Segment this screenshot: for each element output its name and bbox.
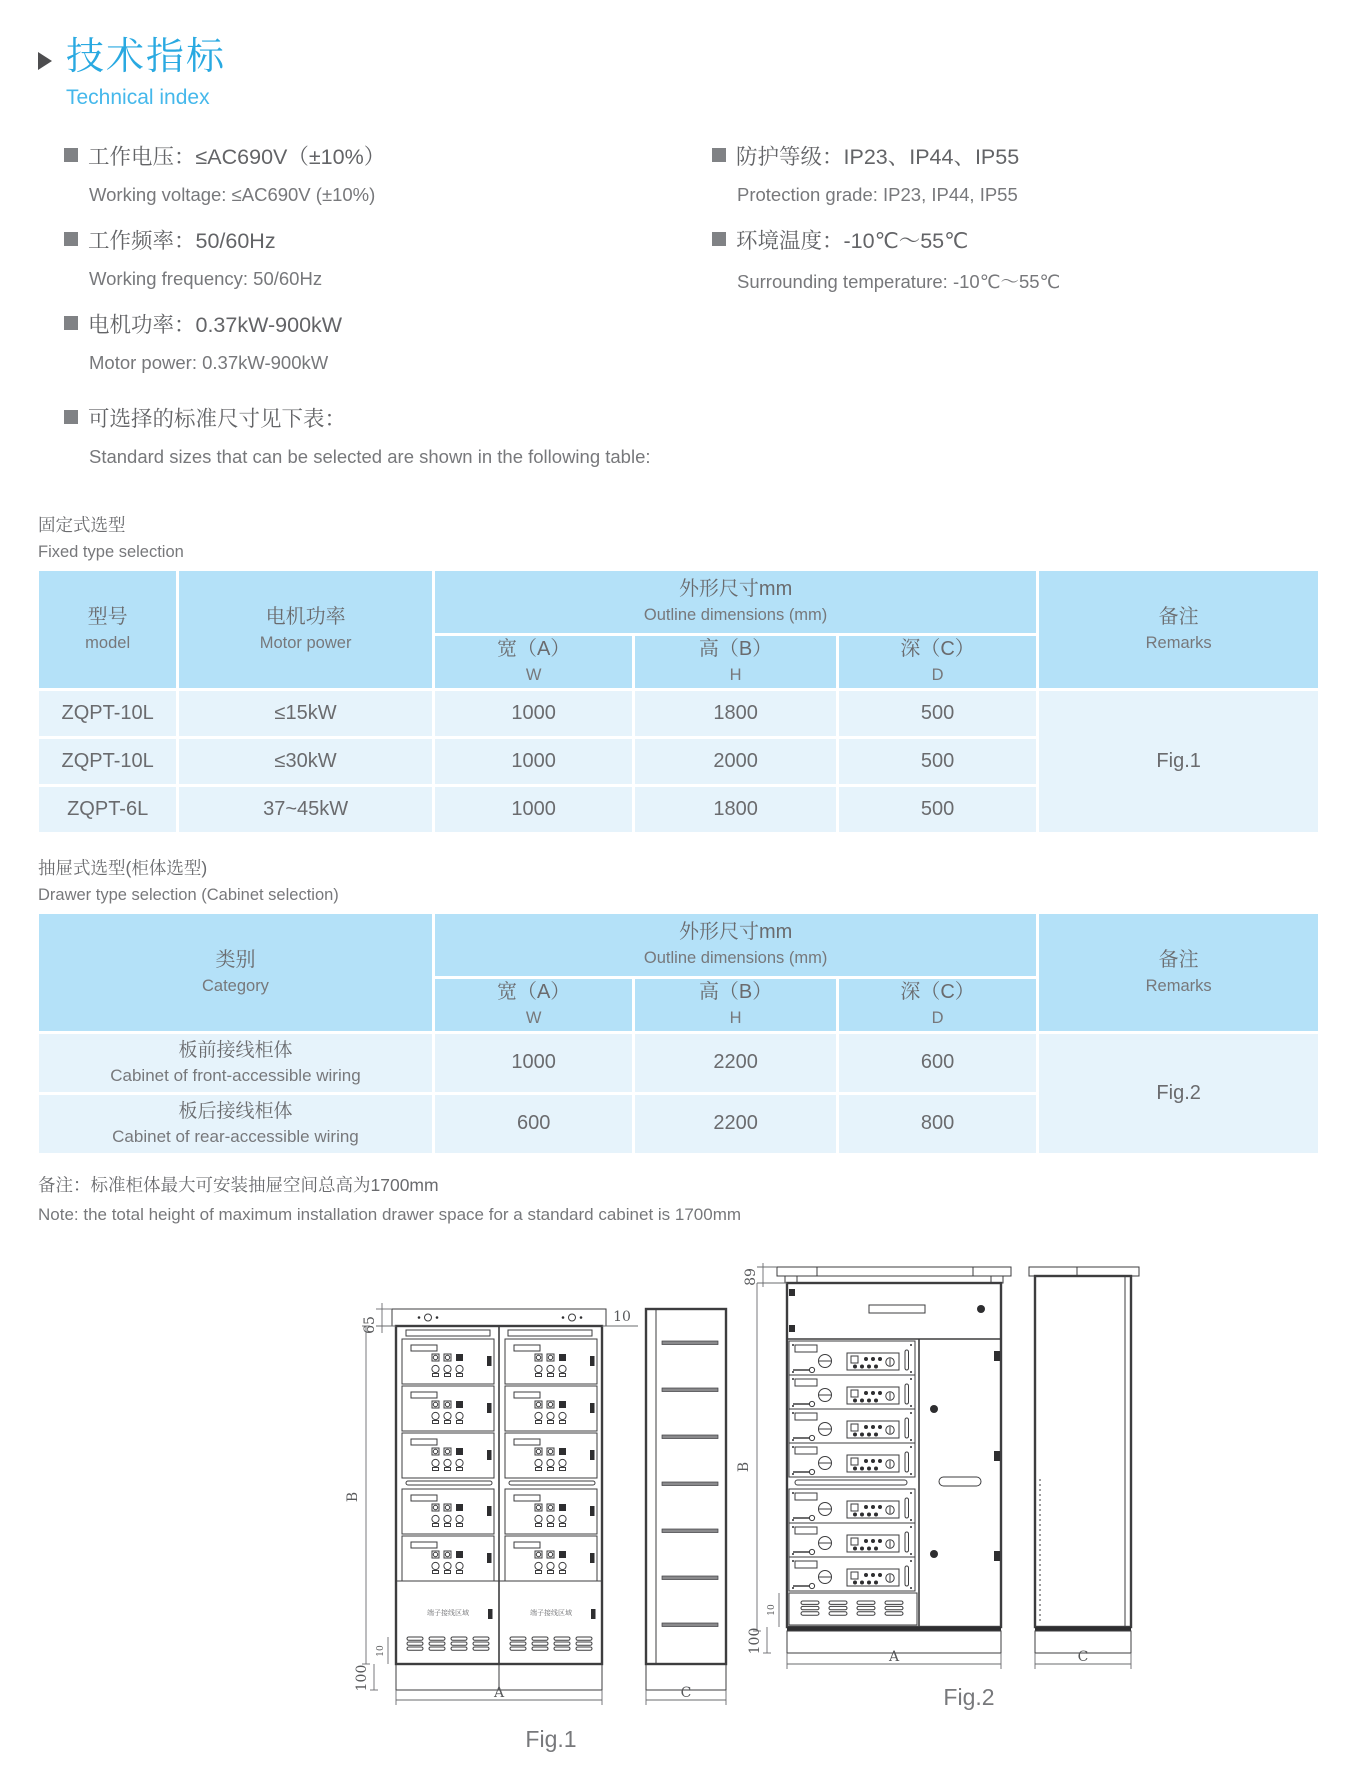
spec-en-text: Motor power: 0.37kW-900kW [89,351,329,373]
spec-working-voltage [64,140,712,206]
table-row [39,691,1318,736]
header-outline-dimensions: 外形尺寸mm Outline dimensions (mm) [435,571,1036,633]
fig2-drawing [729,1239,1169,1759]
spec-en-text: Working voltage: ≤AC690V (±10%) [89,183,376,205]
cell-width: 1000 [435,1034,632,1092]
cell-model: ZQPT-6L [39,787,176,832]
cell-remark: Fig.2 [1039,1034,1318,1153]
fig1-drawing [336,1279,766,1774]
spec-en-text: Protection grade: IP23, IP44, IP55 [737,183,1018,205]
spec-working-frequency [64,224,712,290]
fig2-caption: Fig.2 [943,1683,995,1710]
cell-width: 1000 [435,691,632,736]
terminal-area-label: 端子接线区域 [427,1609,469,1617]
cell-height: 2000 [635,739,835,784]
spec-surrounding-temperature [712,224,1323,294]
cell-remark: Fig.1 [1039,691,1318,832]
table-row [39,1034,1318,1092]
dim-label-A: A [888,1648,900,1665]
cell-model: ZQPT-10L [39,691,176,736]
bullet-square-icon [64,410,78,424]
dim-label-B: B [345,1491,361,1502]
cell-power: ≤30kW [179,739,432,784]
dim-label-100: 100 [354,1664,370,1692]
arrow-icon [38,52,52,70]
header-remarks: 备注 Remarks [1039,571,1318,688]
spec-en-text: Standard sizes that can be selected are shown in the following table: [89,445,651,467]
dim-label-C: C [1077,1648,1089,1665]
section-title-cn: 抽屉式选型(柜体选型) [38,857,208,878]
bullet-square-icon [64,148,78,162]
dim-label-10-small: 10 [376,1644,386,1657]
spec-cn-text: 防护等级：IP23、IP44、IP55 [736,144,1020,169]
header-height: 高（B） H [635,636,835,688]
header-remarks: 备注 Remarks [1039,914,1318,1031]
cell-model: ZQPT-10L [39,739,176,784]
footnote-cn: 备注：标准柜体最大可安装抽屉空间总高为1700mm [38,1174,439,1195]
page-title: 技术指标 [66,36,227,78]
spec-list [64,140,1323,492]
drawer-type-table [36,911,1321,1156]
dim-label-100: 100 [747,1627,763,1655]
header-width: 宽（A） W [435,979,632,1031]
cell-depth: 800 [839,1095,1036,1153]
fig1-front-view [392,1309,606,1690]
section-title-cn: 固定式选型 [38,514,126,535]
spec-motor-power [64,308,712,374]
header-depth: 深（C） D [839,636,1036,688]
bullet-square-icon [712,148,726,162]
spec-table-intro [64,402,1323,486]
fixed-type-table [36,568,1321,835]
dim-label-C: C [680,1684,692,1701]
cell-category: 板后接线柜体 Cabinet of rear-accessible wiring [39,1095,432,1153]
cell-depth: 500 [839,739,1036,784]
dim-label-89: 89 [743,1267,759,1286]
dim-label-65: 65 [362,1315,378,1334]
dim-label-A: A [493,1684,505,1701]
cell-height: 2200 [635,1034,835,1092]
cell-category: 板前接线柜体 Cabinet of front-accessible wiring [39,1034,432,1092]
fig2-front-view [777,1267,1011,1653]
dim-label-B: B [736,1461,752,1472]
fig1-side-view [646,1309,726,1690]
footnote [38,1172,1323,1225]
fig2-dimensions [736,1263,1131,1669]
cell-height: 1800 [635,787,835,832]
dim-label-10-small: 10 [767,1603,777,1616]
section-title-en: Fixed type selection [38,542,184,561]
cell-width: 600 [435,1095,632,1153]
spec-protection-grade [712,140,1323,206]
spec-cn-text: 电机功率：0.37kW-900kW [88,312,343,337]
spec-en-text: Working frequency: 50/60Hz [89,267,323,289]
dim-label-10: 10 [613,1308,631,1325]
footnote-en: Note: the total height of maximum installation drawer space for a standard cabinet is 1700mm [38,1204,742,1224]
bullet-square-icon [64,232,78,246]
cell-depth: 500 [839,787,1036,832]
cell-depth: 500 [839,691,1036,736]
cell-depth: 600 [839,1034,1036,1092]
bullet-square-icon [712,232,726,246]
header-outline-dimensions: 外形尺寸mm Outline dimensions (mm) [435,914,1036,976]
header-model: 型号 model [39,571,176,688]
cell-width: 1000 [435,739,632,784]
header-category: 类别 Category [39,914,432,1031]
spec-cn-text: 可选择的标准尺寸见下表： [88,406,347,431]
cell-power: 37~45kW [179,787,432,832]
spec-cn-text: 工作频率：50/60Hz [88,228,276,253]
cell-power: ≤15kW [179,691,432,736]
cell-width: 1000 [435,787,632,832]
header-motor-power: 电机功率 Motor power [179,571,432,688]
bullet-square-icon [64,316,78,330]
spec-cn-text: 环境温度：-10℃～55℃ [736,228,969,253]
cell-height: 1800 [635,691,835,736]
spec-en-text: Surrounding temperature: -10℃～55℃ [737,270,1061,292]
drawer-table-section-title [38,855,1323,905]
header-height: 高（B） H [635,979,835,1031]
header-depth: 深（C） D [839,979,1036,1031]
section-title-en: Drawer type selection (Cabinet selection) [38,885,339,904]
page-header [36,36,1323,110]
figures-area [36,1231,1323,1776]
cell-height: 2200 [635,1095,835,1153]
terminal-area-label: 端子接线区域 [530,1609,572,1617]
page-subtitle: Technical index [66,85,210,109]
fig2-side-view [1029,1267,1139,1653]
fig1-caption: Fig.1 [525,1725,577,1752]
spec-cn-text: 工作电压：≤AC690V（±10%） [88,144,386,169]
header-width: 宽（A） W [435,636,632,688]
fixed-table-section-title [38,512,1323,562]
